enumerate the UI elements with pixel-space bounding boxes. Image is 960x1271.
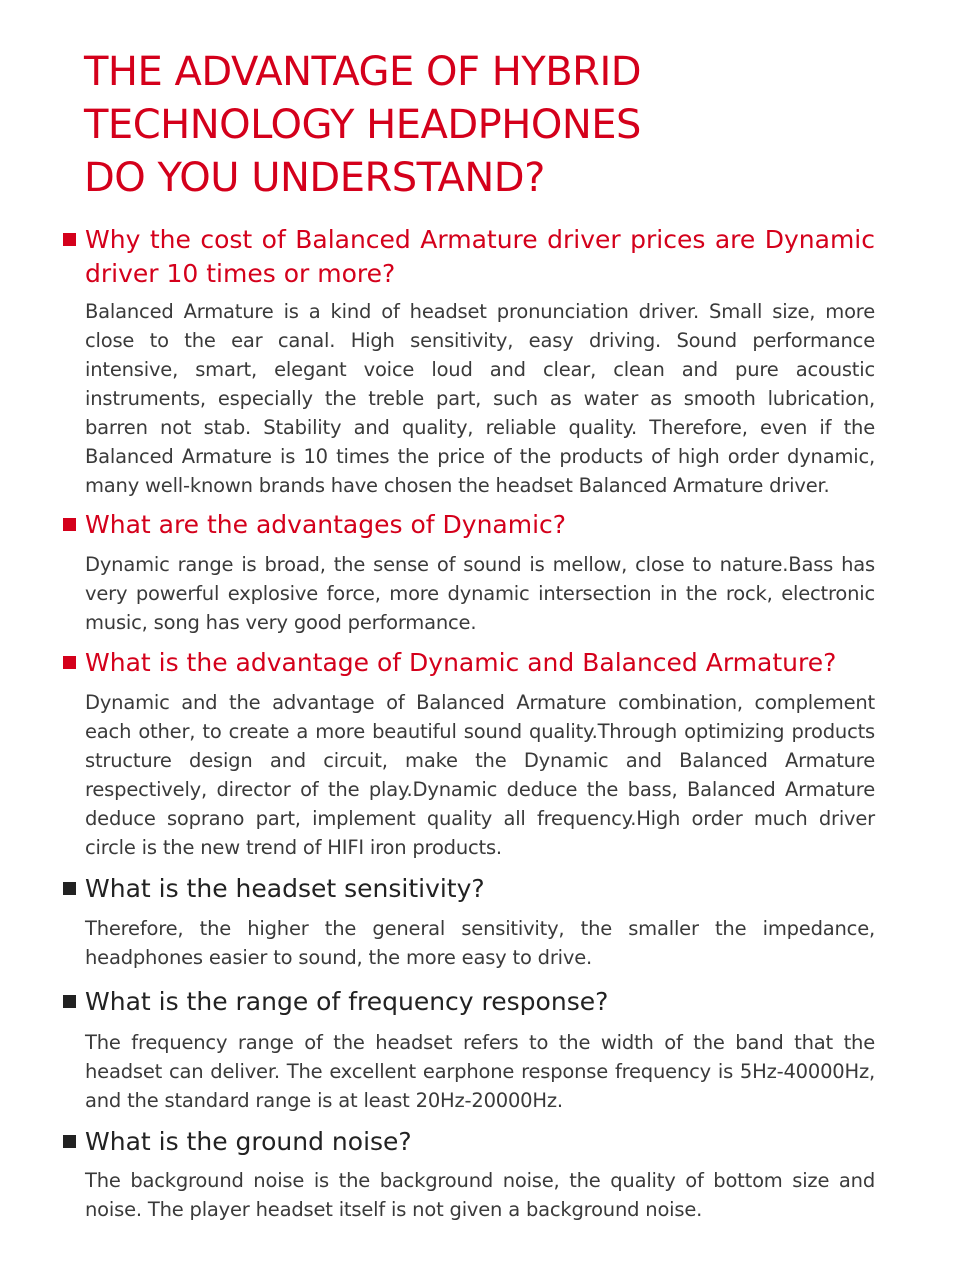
section-question: What is the range of frequency response? <box>85 987 609 1016</box>
section-answer: The frequency range of the headset refers to the width of the band that the headset can deliver. The excellent earphone response frequency is 5Hz-40000Hz, and the standard range is at least 20Hz-20000Hz. <box>85 1031 875 1112</box>
square-bullet-icon <box>63 1135 76 1148</box>
section-ba-cost <box>60 223 875 500</box>
section-heading <box>60 1125 875 1159</box>
section-hybrid-advantage <box>60 646 875 862</box>
square-bullet-icon <box>63 233 76 246</box>
title-line-2: TECHNOLOGY HEADPHONES <box>84 102 641 148</box>
section-dynamic-advantages <box>60 508 875 637</box>
section-frequency-response <box>60 985 875 1115</box>
section-heading <box>60 872 875 906</box>
section-question: What are the advantages of Dynamic? <box>85 510 567 539</box>
square-bullet-icon <box>63 518 76 531</box>
section-sensitivity <box>60 872 875 972</box>
page-title <box>84 46 641 205</box>
section-answer: Dynamic range is broad, the sense of sound is mellow, close to nature.Bass has very powerful explosive force, more dynamic intersection in the rock, electronic music, song has very good performance. <box>85 553 875 634</box>
title-line-3: DO YOU UNDERSTAND? <box>84 155 545 201</box>
section-answer: Balanced Armature is a kind of headset pronunciation driver. Small size, more close to the ear canal. High sensitivity, easy driving. Sound performance intensive, smart, elegant voice loud and clear, clean and pure acoustic instruments, especially the treble part, such as water as smooth lubrication, barren not stab. Stability and quality, reliable quality. Therefore, even if the Balanced Armature is 10 times the price of the products of high order dynamic, many well-known brands have chosen the headset Balanced Armature driver. <box>85 300 875 497</box>
square-bullet-icon <box>63 882 76 895</box>
section-answer: Therefore, the higher the general sensitivity, the smaller the impedance, headphones easier to sound, the more easy to drive. <box>85 917 875 969</box>
section-ground-noise <box>60 1125 875 1224</box>
square-bullet-icon <box>63 656 76 669</box>
section-question: What is the headset sensitivity? <box>85 874 485 903</box>
section-question: What is the ground noise? <box>85 1127 412 1156</box>
section-heading <box>60 223 875 291</box>
section-question: Why the cost of Balanced Armature driver prices are Dynamic driver 10 times or more? <box>85 225 875 288</box>
title-line-1: THE ADVANTAGE OF HYBRID <box>84 49 642 95</box>
section-answer: The background noise is the background noise, the quality of bottom size and noise. The player headset itself is not given a background noise. <box>85 1169 875 1221</box>
section-heading <box>60 646 875 680</box>
section-heading <box>60 985 875 1019</box>
section-heading <box>60 508 875 542</box>
square-bullet-icon <box>63 995 76 1008</box>
section-answer: Dynamic and the advantage of Balanced Armature combination, complement each other, to create a more beautiful sound quality.Through optimizing products structure design and circuit, make the Dynamic and Balanced Armature respectively, director of the play.Dynamic deduce the bass, Balanced Armature deduce soprano part, implement quality all frequency.High order much driver circle is the new trend of HIFI iron products. <box>85 691 875 859</box>
section-question: What is the advantage of Dynamic and Balanced Armature? <box>85 648 837 677</box>
